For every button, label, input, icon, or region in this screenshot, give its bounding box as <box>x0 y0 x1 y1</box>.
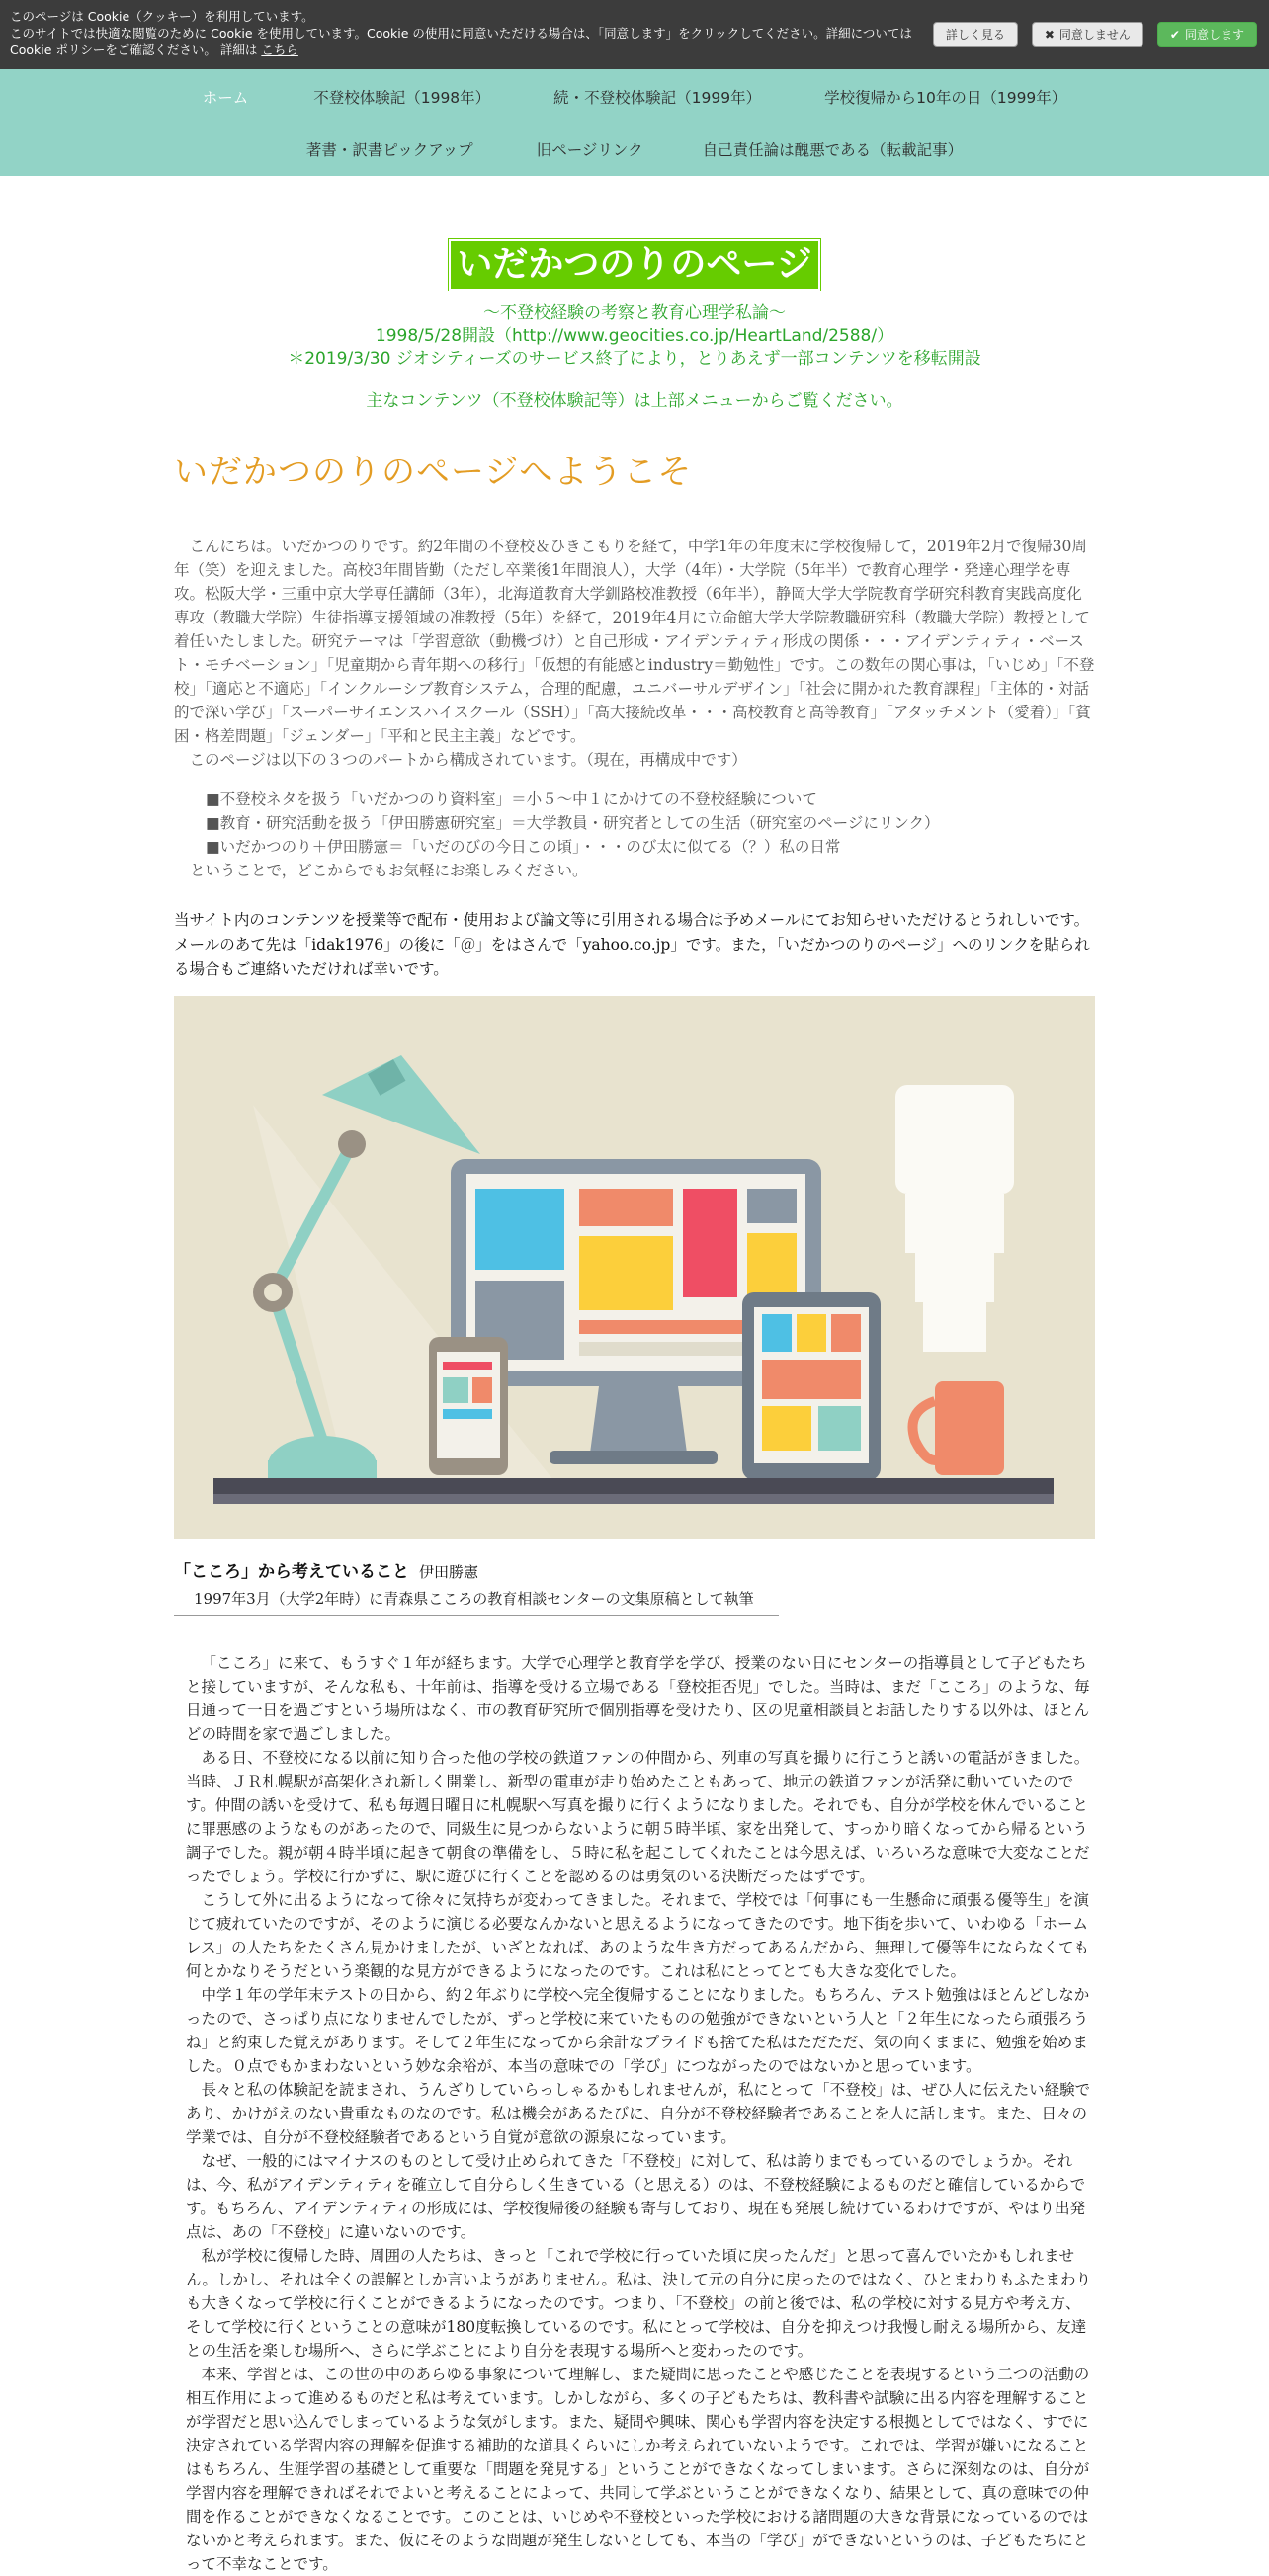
cookie-line-1: このページは Cookie（クッキー）を利用しています。 <box>10 9 314 24</box>
essay-paragraph: 本来、学習とは、この世の中のあらゆる事象について理解し、また疑問に思ったことや感じたことを表現するという二つの活動の相互作用によって進めるものだと私は考えています。しかしながら、多くの子どもたちは、教科書や試験に出る内容を理解することが学習だと思い込んでしまっているような気がします。また、疑問や興味、関心も学習内容を決定する根拠としてではなく、すでに決定されている学習内容の理解を促進する補助的な道具くらいにしか考えられていないようです。これでは、学習が嫌いになることはもちろん、生涯学習の基礎として重要な「問題を発見する」ということができなくなってしまいます。さらに深刻なのは、自分が学習内容を理解できればそれでよいと考えることによって、共同して学ぶということができなくなり、結果として、真の意味での仲間を作ることができなくなることです。このことは、いじめや不登校といった学校における諸問題の大きな背景になっているのではないかと考えられます。また、仮にそのような問題が発生しないとしても、本当の「学び」ができないというのは、子どもたちにとって不幸なことです。 <box>186 2366 1090 2573</box>
essay-paragraph: なぜ、一般的にはマイナスのものとして受け止められてきた「不登校」に対して、私は誇りまでもっているのでしょうか。それは、今、私がアイデンティティを確立して自分らしく生きている（と思える）のは、不登校経験によるものだと確信しているからです。もちろん、アイデンティティの形成には、学校復帰後の経験も寄与しており、現在も発展し続けているわけですが、やはり出発点は、あの「不登校」に違いないのです。 <box>186 2152 1086 2241</box>
nav-item-futoko-1999[interactable]: 続・不登校体験記（1999年） <box>553 89 762 107</box>
main-nav <box>0 69 1269 176</box>
intro-outro: ということで，どこからでもお気軽にお楽しみください。 <box>190 862 588 879</box>
parts-list <box>174 788 1095 859</box>
cookie-text <box>10 8 919 58</box>
subtitle-line-2: 1998/5/28開設（http://www.geocities.co.jp/HeartLand/2588/） <box>375 326 894 346</box>
desk-illustration-image <box>174 996 1095 1539</box>
essay-header <box>174 1557 1095 1616</box>
site-subtitle <box>174 302 1095 371</box>
essay-paragraph: ある日、不登校になる以前に知り合った他の学校の鉄道ファンの仲間から、列車の写真を撮りに行こうと誘いの電話がきました。当時、ＪＲ札幌駅が高架化され新しく開業し、新型の電車が走り始めたこともあって、地元の鉄道ファンが活発に動いていたのです。仲間の誘いを受けて、私も毎週日曜日に札幌駅へ写真を撮りに行くようになりました。それでも、自分が学校を休んでいることに罪悪感のようなものがあったので、同級生に見つからないように朝５時半頃、家を出発して、すっかり暗くなってから帰るという調子でした。親が朝４時半頃に起きて朝食の準備をし、５時に私を起こしてくれたことは今思えば、いろいろな意味で大変なことだったでしょう。学校に行かずに、駅に遊びに行くことを認めるのは勇気のいる決断だったはずです。 <box>186 1749 1090 1885</box>
main-content <box>174 176 1095 2576</box>
essay-subtitle: 1997年3月（大学2年時）に青森県こころの教育相談センターの文集原稿として執筆 <box>174 1588 779 1616</box>
check-icon: ✔ <box>1169 27 1180 42</box>
essay-paragraph: 長々と私の体験記を読まされ、うんざりしていらっしゃるかもしれませんが，私にとって「不登校」は、ぜひ人に伝えたい経験であり、かけがえのない貴重なものなのです。私は機会があるたびに、自分が不登校経験者であることを人に話します。また、日々の学業では、自分が不登校経験者であるという自覚が意欲の源泉になっています。 <box>186 2081 1091 2146</box>
nav-item-self-responsibility[interactable]: 自己責任論は醜悪である（転載記事） <box>702 141 964 159</box>
list-item: ■いだかつのり＋伊田勝憲＝「いだのびの今日この頃」・・・のび太に似てる（？）私の日常 <box>206 838 841 856</box>
cookie-accept-button[interactable]: ✔ 同意します <box>1157 22 1257 47</box>
intro-structure: このページは以下の３つのパートから構成されています。（現在，再構成中です） <box>189 751 747 769</box>
essay-paragraph: こうして外に出るようになって徐々に気持ちが変わってきました。それまで、学校では「何事にも一生懸命に頑張る優等生」を演じて疲れていたのですが、そのように演じる必要なんかないと思えるようになってきたのです。地下街を歩いて、いわゆる「ホームレス」の人たちをたくさん見かけましたが、いざとなれば、あのような生き方だってあるんだから、無理して優等生にならなくても何とかなりそうだという楽観的な見方ができるようになったのです。これは私にとってとても大きな変化でした。 <box>186 1891 1090 1980</box>
cookie-details-button[interactable]: 詳しく見る <box>933 22 1018 47</box>
essay-paragraph: 「こころ」に来て、もうすぐ１年が経ちます。大学で心理学と教育学を学び、授業のない日にセンターの指導員として子どもたちと接していますが、そんな私も、十年前は、指導を受ける立場である「登校拒否児」でした。当時は、まだ「こころ」のような、毎日通って一日を過ごすという場所はなく、市の教育研究所で個別指導を受けたり、区の児童相談員とお話したりする以外は、ほとんどの時間を家で過ごしました。 <box>186 1654 1090 1743</box>
usage-notice: 当サイト内のコンテンツを授業等で配布・使用および論文等に引用される場合は予めメールにてお知らせいただけるとうれしいです。メールのあて先は「idak1976」の後に「＠」をはさんで「yahoo.co.jp」です。また，「いだかつのりのページ」へのリンクを貼られる場合もご連絡いただければ幸いです。 <box>174 911 1090 978</box>
nav-item-futoko-1998[interactable]: 不登校体験記（1998年） <box>313 89 491 107</box>
intro-paragraph: こんにちは。いだかつのりです。約2年間の不登校＆ひきこもりを経て，中学1年の年度末に学校復帰して，2019年2月で復帰30周年（笑）を迎えました。高校3年間皆勤（ただし卒業後1年間浪人），大学（4年）・大学院（5年半）で教育心理学・発達心理学を専攻。松阪大学・三重中京大学専任講師（3年），北海道教育大学釧路校准教授（6年半），静岡大学大学院教育学研究科教育実践高度化専攻（教職大学院）生徒指導支援領域の准教授（5年）を経て，2019年4月に立命館大学大学院教職研究科（教職大学院）教授として着任いたしました。研究テーマは「学習意欲（動機づけ）と自己形成・アイデンティティ形成の関係・・・アイデンティティ・ベースト・モチベーション」「児童期から青年期への移行」「仮想的有能感とindustry＝勤勉性」です。この数年の関心事は，「いじめ」「不登校」「適応と不適応」「インクルーシブ教育システム，合理的配慮，ユニバーサルデザイン」「社会に開かれた教育課程」「主体的・対話的で深い学び」「スーパーサイエンスハイスクール（SSH）」「高大接続改革・・・高校教育と高等教育」「アタッチメント（愛着）」「貧困・格差問題」「ジェンダー」「平和と民主主義」などです。 <box>174 538 1095 745</box>
cookie-line-2: このサイトでは快適な閲覧のために Cookie を使用しています。Cookie の使用に同意いただける場合は、「同意します」をクリックしてください。詳細についてはCookie ポリシーをご確認ください。 詳細は <box>10 26 912 57</box>
essay-paragraph: 中学１年の学年末テストの日から、約２年ぶりに学校へ完全復帰することになりました。もちろん、テスト勉強はほとんどしなかったので、さっぱり点になりませんでしたが、ずっと学校に来ていたものの勉強ができないという人と「２年生になったら頑張ろうね」と約束した覚えがあります。そして２年生になってから余計なプライドも捨てた私はただただ、気の向くままに、勉強を始めました。０点でもかまわないという妙な余裕が、本当の意味での「学び」につながったのではないかと思っています。 <box>186 1986 1090 2075</box>
subtitle-line-1: ～不登校経験の考察と教育心理学私論～ <box>483 303 786 323</box>
nav-item-old-links[interactable]: 旧ページリンク <box>536 141 643 159</box>
cookie-policy-link[interactable]: こちら <box>261 42 298 57</box>
essay-author: 伊田勝憲 <box>419 1563 479 1581</box>
site-title: いだかつのりのページ <box>449 239 819 291</box>
list-item: ■教育・研究活動を扱う「伊田勝憲研究室」＝大学教員・研究者としての生活（研究室のページにリンク） <box>206 814 940 832</box>
close-icon: ✖ <box>1044 27 1055 42</box>
nav-item-return-10years[interactable]: 学校復帰から10年の日（1999年） <box>824 89 1067 107</box>
essay-body <box>174 1651 1095 2576</box>
nav-item-home[interactable]: ホーム <box>202 89 249 107</box>
cookie-decline-button[interactable]: ✖ 同意しません <box>1032 22 1143 47</box>
subtitle-line-3: ＊2019/3/30 ジオシティーズのサービス終了により，とりあえず一部コンテンツを移転開設 <box>288 349 981 369</box>
essay-title: 「こころ」から考えていること 伊田勝憲 <box>174 1562 479 1582</box>
content-note: 主なコンテンツ（不登校体験記等）は上部メニューからご覧ください。 <box>366 391 903 411</box>
essay-paragraph: 私が学校に復帰した時、周囲の人たちは、きっと「これで学校に行っていた頃に戻ったんだ」と思って喜んでいたかもしれません。しかし、それは全くの誤解としか言いようがありません。私は、決して元の自分に戻ったのではなく、ひとまわりもふたまわりも大きくなって学校に行くことができるようになったのです。つまり、「不登校」の前と後では、私の学校に対する見方や考え方、そして学校に行くということの意味が180度転換しているのです。私にとって学校は、自分を抑えつけ我慢し耐える場所から、友達との生活を楽しむ場所へ、さらに学ぶことにより自分を表現する場所へと変わったのです。 <box>186 2247 1092 2360</box>
workspace-illustration <box>174 996 1095 1539</box>
nav-item-books[interactable]: 著書・訳書ピックアップ <box>305 141 473 159</box>
cookie-consent-bar <box>0 0 1269 69</box>
welcome-heading: いだかつのりのページへようこそ <box>174 453 693 492</box>
intro-section <box>174 535 1095 772</box>
list-item: ■不登校ネタを扱う「いだかつのり資料室」＝小５～中１にかけての不登校経験について <box>206 790 817 808</box>
